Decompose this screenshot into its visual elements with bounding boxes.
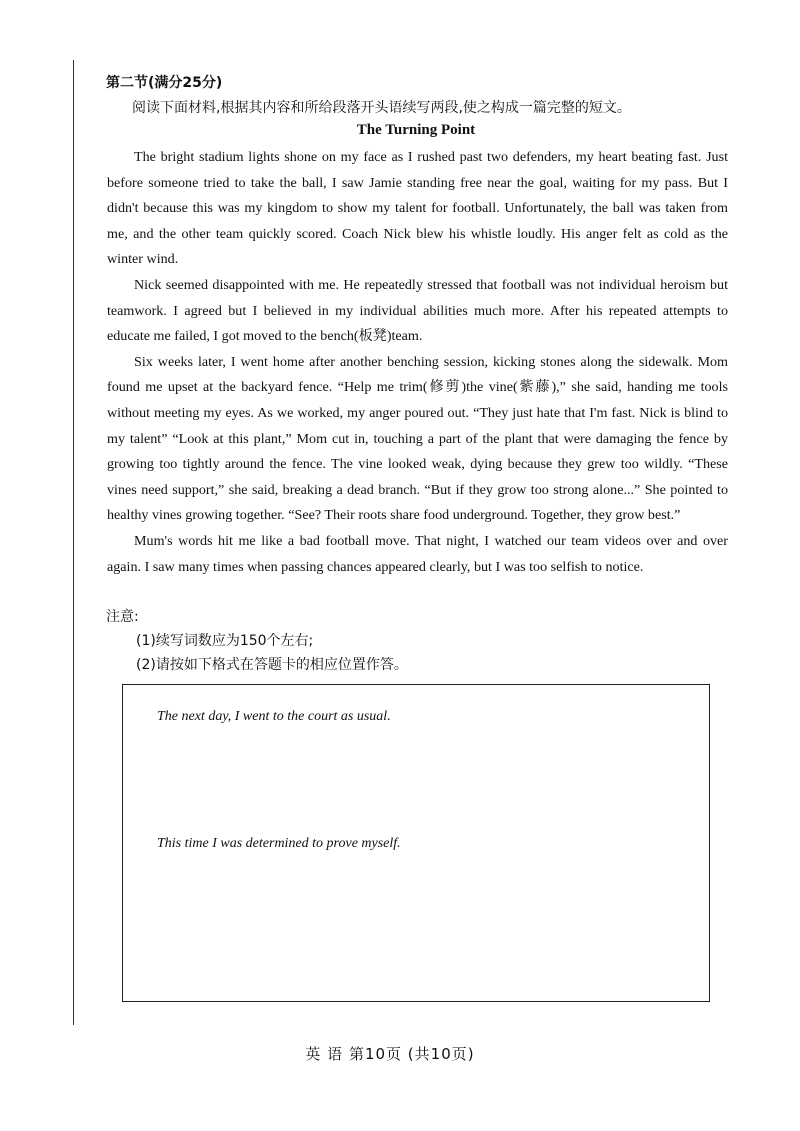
passage-title: The Turning Point <box>356 122 476 138</box>
notes-section <box>106 605 408 677</box>
notes-item-1: (1)续写词数应为150个左右; <box>136 633 314 649</box>
passage-paragraph-3: Six weeks later, I went home after another benching session, kicking stones along the sidewalk. Mom found me upset at the backyard fence. “Help me trim(修剪)the vine(紫藤),” she said, handing me tools without meeting my eyes. As we worked, my anger poured out. “They just hate that I'm fast. Nick is blind to my talent” “Look at this plant,” Mom cut in, touching a part of the plant that were damaging the fence by growing too tightly around the fence. The vine looked weak, dying because they grew too wildly. “These vines need support,” she said, breaking a dead branch. “But if they grow too strong alone...” She pointed to healthy vines growing together. “See? Their roots share food underground. Together, they grow best.” <box>107 353 728 524</box>
paragraph-opener-1: The next day, I went to the court as usual. <box>157 709 391 724</box>
binding-margin-line <box>73 60 74 1025</box>
passage-paragraph-4: Mum's words hit me like a bad football move. That night, I watched our team videos over and over again. I saw many times when passing chances appeared clearly, but I was too selfish to notice. <box>107 532 728 575</box>
answer-box <box>122 684 710 1002</box>
passage-paragraph-2: Nick seemed disappointed with me. He repeatedly stressed that football was not individual heroism but teamwork. I agreed but I believed in my individual abilities much more. After his repeated attempts to educate me failed, I got moved to the bench(板凳)team. <box>107 276 728 345</box>
section-heading: 第二节(满分25分) <box>106 75 223 91</box>
passage-body <box>107 145 728 580</box>
notes-item-2: (2)请按如下格式在答题卡的相应位置作答。 <box>136 657 408 673</box>
paragraph-opener-2: This time I was determined to prove myself. <box>157 836 401 851</box>
passage-paragraph-1: The bright stadium lights shone on my face as I rushed past two defenders, my heart beating fast. Just before someone tried to take the ball, I saw Jamie standing free near the goal, waiting for my pass. But I didn't because this was my kingdom to show my talent for football. Unfortunately, the ball was taken from me, and the other team quickly scored. Coach Nick blew his whistle loudly. His anger felt as cold as the winter wind. <box>107 149 728 268</box>
page-footer: 英 语 第10页 (共10页) <box>305 1045 475 1063</box>
notes-label: 注意: <box>106 609 139 625</box>
section-instruction: 阅读下面材料,根据其内容和所给段落开头语续写两段,使之构成一篇完整的短文。 <box>132 100 631 116</box>
